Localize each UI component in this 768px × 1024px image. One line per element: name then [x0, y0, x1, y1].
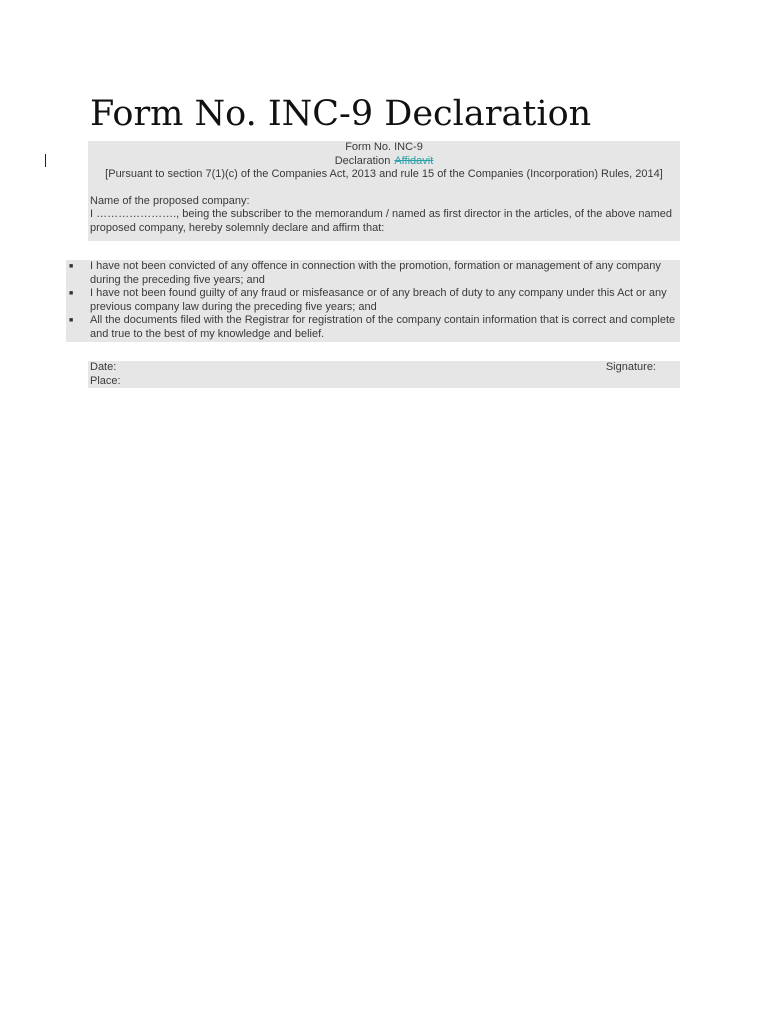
form-number: Form No. INC-9 [345, 141, 423, 153]
struck-affidavit-text: Affidavit [394, 154, 434, 167]
text-cursor [45, 154, 46, 167]
date-label: Date: [90, 361, 117, 373]
bullet-item [66, 287, 680, 314]
page-title: Form No. INC-9 Declaration [90, 94, 592, 134]
date-signature-row [88, 361, 680, 375]
declaration-heading [88, 155, 680, 169]
bullet-text: All the documents filed with the Registrar for registration of the company contain information that is correct and complete and true to the best of my knowledge and belief. [90, 314, 676, 340]
declaration-label: Declaration [334, 154, 391, 167]
square-bullet-icon: ■ [69, 263, 74, 270]
signature-section [88, 361, 680, 388]
signature-label: Signature: [605, 361, 656, 373]
place-label: Place: [90, 374, 121, 387]
bullet-item [66, 260, 680, 287]
bullet-item [66, 314, 680, 341]
pursuant-clause: [Pursuant to section 7(1)(c) of the Companies Act, 2013 and rule 15 of the Companies (Incorporation) Rules, 2014] [105, 168, 663, 180]
declaration-paragraph: I …………………., being the subscriber to the memorandum / named as first director in the articles, of the above named proposed company, hereby solemnly declare and affirm that: [90, 208, 673, 234]
bullet-text: I have not been found guilty of any fraud or misfeasance or of any breach of duty to any company under this Act or any previous company law during the preceding five years; and [90, 287, 667, 313]
square-bullet-icon: ■ [69, 290, 74, 297]
bullet-list [66, 260, 680, 341]
form-header-section [88, 141, 680, 241]
square-bullet-icon: ■ [69, 317, 74, 324]
company-name-label: Name of the proposed company: [90, 194, 250, 207]
declaration-bullets [66, 260, 680, 342]
spacer [88, 182, 680, 195]
place-row [88, 375, 680, 389]
bullet-text: I have not been convicted of any offence in connection with the promotion, formation or management of any company during the preceding five years; and [90, 260, 661, 286]
